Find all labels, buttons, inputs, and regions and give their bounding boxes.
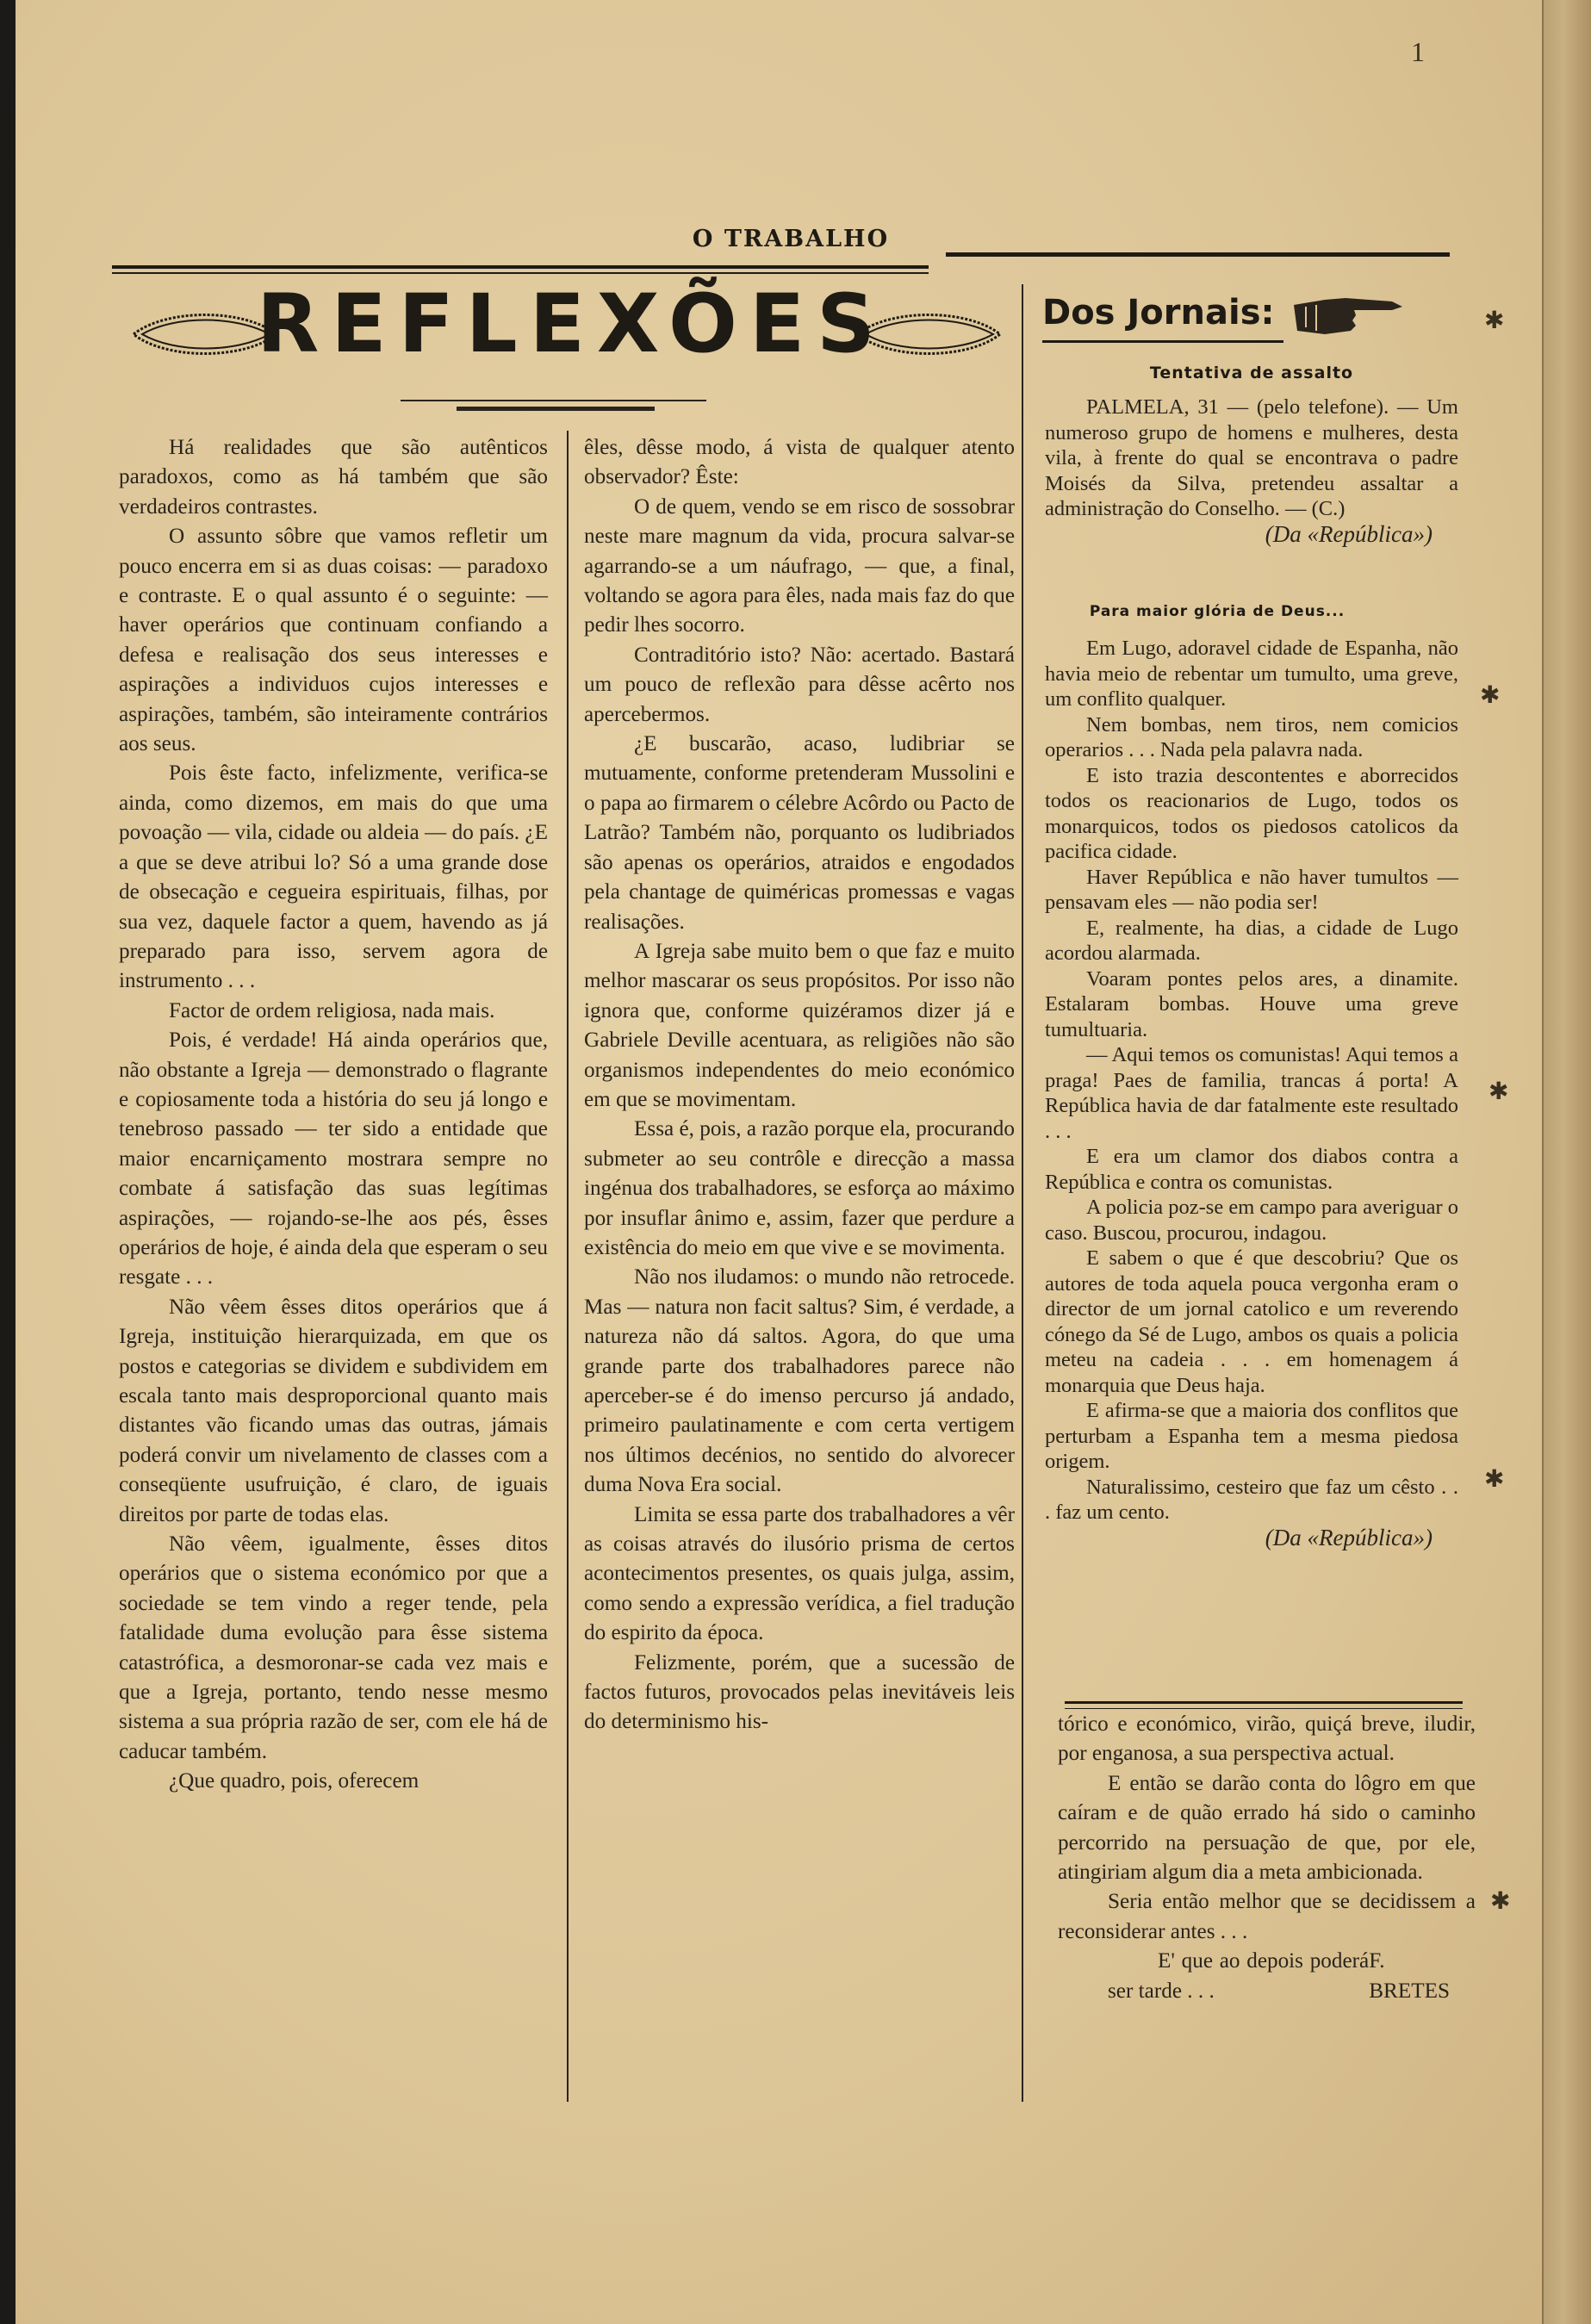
section-separator bbox=[1065, 1701, 1463, 1704]
paragraph: Pois êste facto, infelizmente, verifica-se ainda, como dizemos, em mais do que uma povoação — vila, cidade ou aldeia — do país. ¿E a que se deve atribui lo? Só a uma grande dose de obsecação e cegueira espirituais, filhas, por sua vez, daquele factor a quem, havendo as já preparado para isso, servem agora de instrumento . . . bbox=[119, 761, 548, 993]
paragraph: Limita se essa parte dos trabalhadores a vêr as coisas através do ilusório prisma de certos acontecimentos presentes, os quais julga, assim, como sendo a expressão verídica, a fiel tradução do espirito da época. bbox=[584, 1502, 1015, 1645]
article-headline: Tentativa de assalto bbox=[1149, 364, 1354, 382]
title-rule bbox=[401, 400, 706, 401]
paragraph: E sabem o que é que descobriu? Que os autores de toda aquela pouca vergonha eram o director de um jornal catolico e um reverendo cónego da Sé de Lugo, ambos os quais a policia meteu na cadeia . . . em homenagem á monarquia que Deus haja. bbox=[1045, 1246, 1458, 1397]
paragraph: E, realmente, ha dias, a cidade de Lugo acordou alarmada. bbox=[1045, 916, 1458, 965]
paragraph: Voaram pontes pelos ares, a dinamite. Estalaram bombas. Houve uma greve tumultuaria. bbox=[1045, 966, 1458, 1041]
paragraph: Em Lugo, adoravel cidade de Espanha, não havia meio de rebentar um tumulto, uma greve, um conflito qualquer. bbox=[1045, 637, 1458, 711]
paragraph: O de quem, vendo se em risco de sossobrar neste mare magnum da vida, procura salvar-se agarrando-se a um náufrago, — que, a final, voltando se agora para êles, nada mais faz do que pedir lhes socorro. bbox=[584, 494, 1015, 637]
header-rule bbox=[112, 265, 929, 269]
column-rule bbox=[567, 431, 569, 2102]
paragraph: Há realidades que são autênticos paradoxos, como as há também que são verdadeiros contrastes. bbox=[119, 436, 548, 519]
paragraph: Essa é, pois, a razão porque ela, procurando submeter ao seu contrôle e direcção a massa ingénua dos trabalhadores, se esforça ao máximo por insuflar ânimo e, assim, fazer que perdure a existência do meio em que vive e se movimenta. bbox=[584, 1117, 1015, 1259]
article-headline: Para maior glória de Deus... bbox=[1089, 603, 1346, 620]
margin-mark: ✱ bbox=[1488, 1078, 1509, 1105]
column-rule bbox=[1022, 284, 1023, 2102]
article-credit: (Da «República») bbox=[1265, 1524, 1433, 1550]
paragraph: Felizmente, porém, que a sucessão de factos futuros, provocados pelas inevitáveis leis do determinismo his- bbox=[584, 1650, 1015, 1734]
section-separator-thin bbox=[1065, 1708, 1463, 1709]
paragraph: O assunto sôbre que vamos refletir um pouco encerra em si as duas coisas: — paradoxo e contraste. E o qual assunto é o seguinte: — haver operários que continuam confiando a defesa e realisação dos seus interesses e aspirações a individuos cujos interesses e aspirações, também, são inteiramente contrários aos seus. bbox=[119, 525, 548, 756]
closing-text: E' que ao depois poderá ser tarde . . . bbox=[1108, 1949, 1370, 2003]
page-mark: 1 bbox=[1411, 36, 1425, 67]
header-rule-thin bbox=[112, 272, 929, 274]
paragraph: Naturalissimo, cesteiro que faz um cêsto . . . faz um cento. bbox=[1045, 1475, 1458, 1524]
paragraph: Não nos iludamos: o mundo não retrocede. Mas — natura non facit saltus? Sim, é verdade, a natureza não dá saltos. Agora, do que uma grande parte dos trabalhadores parece não aperceber-se é do imenso percurso já andado, primeiro paulatinamente e com certa vertigem nos últimos decénios, no sentido do alvorecer duma Nova Era social. bbox=[584, 1265, 1015, 1497]
closing-line bbox=[1058, 1947, 1476, 2006]
margin-mark: ✱ bbox=[1490, 1888, 1511, 1915]
reflexoes-column-2 bbox=[584, 433, 1015, 1737]
right-ornament-icon bbox=[855, 308, 1002, 360]
title-rule-thick bbox=[457, 407, 655, 411]
article-title: REFLEXÕES bbox=[257, 277, 887, 371]
paragraph: Contraditório isto? Não: acertado. Bastará um pouco de reflexão para dêsse acêrto nos apercebermos. bbox=[584, 643, 1015, 726]
pointing-hand-icon bbox=[1290, 293, 1407, 338]
paragraph: Seria então melhor que se decidissem a reconsiderar antes . . . bbox=[1058, 1890, 1476, 1943]
paragraph: Pois, é verdade! Há ainda operários que, não obstante a Igreja — demonstrado o flagrante e copiosamente toda a história do seu já longo e tenebroso passado — ter sido a entidade que maior encarniçamento mostrara sempre no combate á satisfação das suas legítimas aspirações, — rojando-se-lhe aos pés, êsses operários de hoje, é ainda dela que esperam o seu resgate . . . bbox=[119, 1028, 548, 1289]
margin-mark: ✱ bbox=[1484, 308, 1505, 334]
header-rule-right bbox=[946, 252, 1450, 257]
reflexoes-column-1 bbox=[119, 433, 548, 1797]
newspaper-page bbox=[16, 0, 1557, 2324]
masthead: O TRABALHO bbox=[692, 226, 890, 252]
author-signature: F. BRETES bbox=[1369, 1949, 1450, 2003]
paragraph: E era um clamor dos diabos contra a República e contra os comunistas. bbox=[1045, 1145, 1458, 1194]
section-title: Dos Jornais: bbox=[1042, 293, 1275, 332]
paragraph: E isto trazia descontentes e aborrecidos todos os reacionarios de Lugo, todos os monarquicos, todos os piedosos catolicos da pacifica cidade. bbox=[1045, 763, 1458, 863]
paragraph: Haver República e não haver tumultos — pensavam eles — não podia ser! bbox=[1045, 865, 1458, 914]
paragraph: E afirma-se que a maioria dos conflitos que perturbam a Espanha tem a mesma piedosa origem. bbox=[1045, 1399, 1458, 1473]
article-text: PALMELA, 31 — (pelo telefone). — Um numeroso grupo de homens e mulheres, desta vila, à frente do qual se encontrava o padre Moisés da Silva, pretendeu assaltar a administração do Conselho. — (C.) bbox=[1045, 395, 1458, 520]
reflexoes-column-3 bbox=[1058, 1710, 1476, 2006]
paragraph: — Aqui temos os comunistas! Aqui temos a praga! Paes de familia, trancas á porta! A República havia de dar fatalmente este resultado . . . bbox=[1045, 1043, 1458, 1143]
paragraph: êles, dêsse modo, á vista de qualquer atento observador? Êste: bbox=[584, 436, 1015, 489]
article-credit: (Da «República») bbox=[1265, 520, 1433, 547]
paragraph: Factor de ordem religiosa, nada mais. bbox=[169, 998, 495, 1022]
article-1 bbox=[1045, 395, 1458, 547]
article-2 bbox=[1045, 636, 1458, 1550]
paragraph: Nem bombas, nem tiros, nem comicios operarios . . . Nada pela palavra nada. bbox=[1045, 712, 1458, 761]
margin-mark: ✱ bbox=[1480, 682, 1501, 709]
paragraph: A Igreja sabe muito bem o que faz e muito melhor mascarar os seus propósitos. Por isso não ignora que, conforme quizéramos dizer já e Gabriele Deville acentuara, as religiões não são organismos independentes do meio económico em que se movimentam. bbox=[584, 939, 1015, 1111]
paragraph: E então se darão conta do lôgro em que caíram e de quão errado há sido o caminho percorrido na persuação de que, por ele, atingiriam algum dia a meta ambicionada. bbox=[1058, 1771, 1476, 1885]
adjacent-page-edge bbox=[1542, 0, 1591, 2324]
paragraph: Não vêem êsses ditos operários que á Igreja, instituição hierarquizada, em que os postos e categorias se dividem e subdividem em escala tanto mais desproporcional quanto mais distantes vão ficando umas das outras, jámais poderá convir um nivelamento de classes com a conseqüente usufruição, é claro, de iguais direitos por parte de todas elas. bbox=[119, 1295, 548, 1526]
paragraph: A policia poz-se em campo para averiguar o caso. Buscou, procurou, indagou. bbox=[1045, 1196, 1458, 1245]
section-title-rule bbox=[1042, 340, 1283, 343]
paragraph: ¿E buscarão, acaso, ludibriar se mutuamente, conforme pretenderam Mussolini e o papa ao firmarem o célebre Acôrdo ou Pacto de Latrão? Também não, porquanto os ludibriados são apenas os operários, atraidos e engodados pela chantage de quiméricas promessas e vagas realisações. bbox=[584, 732, 1015, 934]
paragraph: tórico e económico, virão, quiçá breve, iludir, por enganosa, a sua perspectiva actual. bbox=[1058, 1712, 1476, 1766]
margin-mark: ✱ bbox=[1484, 1466, 1505, 1493]
paragraph: Não vêem, igualmente, êsses ditos operários que o sistema económico por que a sociedade se tem vindo a reger tende, pela fatalidade duma evolução para êsse sistema catastrófica, a desmoronar-se cada vez mais e que a Igreja, portanto, tendo nesse mesmo sistema a sua própria razão de ser, com ele há de caducar também. bbox=[119, 1532, 548, 1763]
paragraph: ¿Que quadro, pois, oferecem bbox=[169, 1769, 420, 1793]
